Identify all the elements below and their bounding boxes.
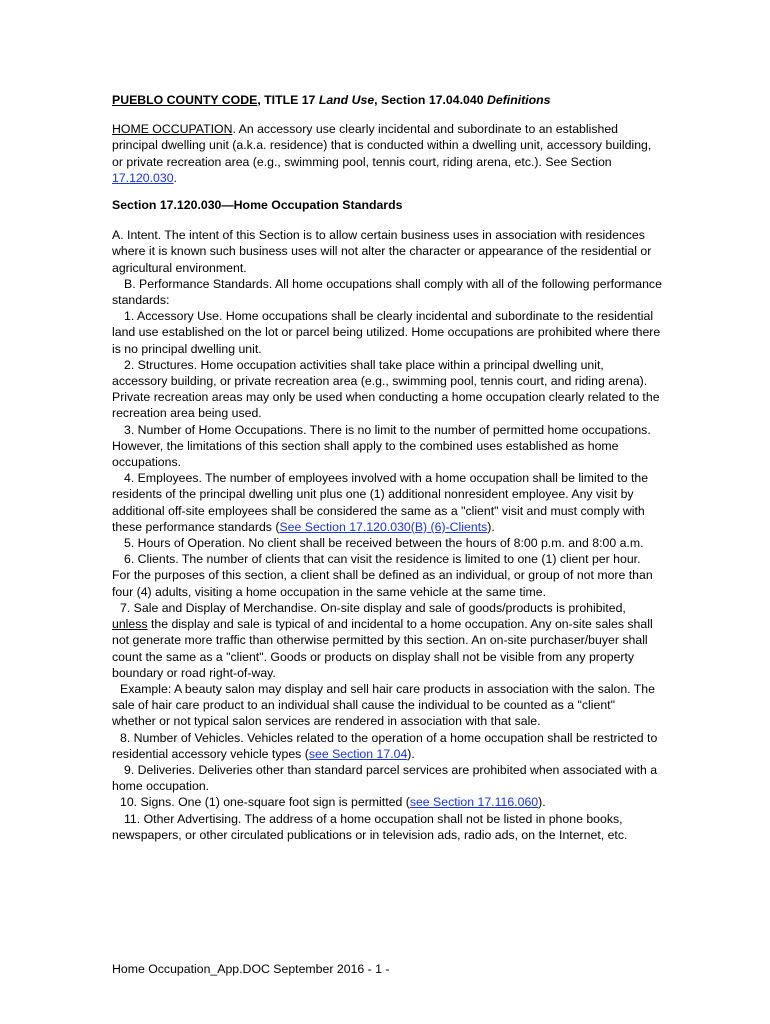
land-use-label: Land Use bbox=[318, 93, 375, 107]
section-link-17-120-030[interactable]: 17.120.030 bbox=[112, 170, 174, 185]
clients-section-link[interactable]: See Section 17.120.030(B) (6)-Clients bbox=[279, 519, 488, 534]
signs-end: ). bbox=[538, 795, 546, 810]
standard-6-clients: 6. Clients. The number of clients that can visit the residence is limited to one (1) client per hour. For the purposes of this section, a client shall be defined as an individual, or group of not more than four (4) adults, visiting a home occupation in the same vehicle at the same time. bbox=[112, 552, 653, 599]
paragraph-a-intent: A. Intent. The intent of this Section is to allow certain business uses in association with residences where it is known such business uses will not alter the character or appearance of the residential or agricultural environment. bbox=[112, 228, 652, 275]
standard-4-employees bbox=[112, 470, 662, 535]
title-prefix: , TITLE 17 bbox=[257, 93, 319, 107]
employees-text: 4. Employees. The number of employees involved with a home occupation shall be limited to the residents of the principal dwelling unit plus one (1) additional nonresident employee. Any visit by additional off-site employees shall be considered the same as a "client" visit and must comply with these performance standards ( bbox=[112, 471, 649, 534]
section-17-04-link[interactable]: see Section 17.04 bbox=[308, 746, 408, 761]
definitions-label: Definitions bbox=[486, 93, 551, 107]
standard-10-signs bbox=[112, 794, 662, 810]
vehicles-end: ). bbox=[407, 746, 415, 761]
standard-8-vehicles bbox=[112, 730, 662, 762]
standard-7-sale-display bbox=[112, 600, 662, 681]
example-paragraph: Example: A beauty salon may display and sell hair care products in association with the salon. The sale of hair care product to an individual shall cause the individual to be counted as a "client" whether or not typical salon services are rendered in association with that sale. bbox=[112, 681, 655, 729]
section-heading: Section 17.120.030—Home Occupation Standards bbox=[112, 198, 403, 213]
document-title bbox=[112, 92, 662, 108]
employees-end: ). bbox=[487, 519, 495, 534]
paragraph-b-performance: B. Performance Standards. All home occupations shall comply with all of the following performance standards: bbox=[112, 276, 662, 308]
definition-end: . bbox=[173, 170, 177, 185]
standard-2-structures: 2. Structures. Home occupation activities shall take place within a principal dwelling unit, accessory building, or private recreation area (e.g., swimming pool, tennis court, and riding arena). Private recreation areas may only be used when conducting a home occupation clearly related to the recreation area being used. bbox=[112, 357, 660, 421]
definition-term: HOME OCCUPATION bbox=[112, 122, 233, 137]
standard-5-hours: 5. Hours of Operation. No client shall be received between the hours of 8:00 p.m. and 8:00 a.m. bbox=[124, 536, 644, 551]
unless-word: unless bbox=[112, 617, 148, 632]
standard-1-accessory-use: 1. Accessory Use. Home occupations shall be clearly incidental and subordinate to the residential land use established on the lot or parcel being utilized. Home occupations are prohibited where there is no principal dwelling unit. bbox=[112, 309, 661, 356]
signs-text: 10. Signs. One (1) one-square foot sign is permitted ( bbox=[120, 795, 410, 810]
sale-text-a: 7. Sale and Display of Merchandise. On-site display and sale of goods/products is prohibited, bbox=[120, 600, 626, 615]
definition-paragraph bbox=[112, 121, 662, 186]
vehicles-text: 8. Number of Vehicles. Vehicles related to the operation of a home occupation shall be restricted to residential accessory vehicle types ( bbox=[112, 730, 658, 761]
document-page bbox=[112, 92, 662, 843]
standard-11-advertising: 11. Other Advertising. The address of a home occupation shall not be listed in phone books, newspapers, or other circulated publications or in television ads, radio ads, on the Internet, etc. bbox=[112, 811, 628, 842]
definition-text: . An accessory use clearly incidental and subordinate to an established principal dwelling unit (a.k.a. residence) that is conducted within a dwelling unit, accessory building, or private recreation area (e.g., swimming pool, tennis court, riding arena, etc.). See Section bbox=[112, 122, 652, 169]
standard-9-deliveries: 9. Deliveries. Deliveries other than standard parcel services are prohibited when associated with a home occupation. bbox=[112, 762, 658, 794]
sale-text-b: the display and sale is typical of and incidental to a home occupation. Any on-site sales shall not generate more traffic than otherwise permitted by this section. An on-site purchaser/buyer shall count the same as a "client". Goods or products on display shall not be visible from any property boundary or road right-of-way. bbox=[112, 617, 653, 680]
code-name: PUEBLO COUNTY CODE bbox=[112, 93, 258, 107]
section-17-116-060-link[interactable]: see Section 17.116.060 bbox=[409, 795, 539, 810]
section-prefix: , Section 17.04.040 bbox=[374, 93, 487, 107]
standard-3-number: 3. Number of Home Occupations. There is no limit to the number of permitted home occupations. However, the limitations of this section shall apply to the combined uses established as home occupations. bbox=[112, 422, 651, 470]
page-footer: Home Occupation_App.DOC September 2016 - 1 - bbox=[112, 962, 390, 976]
